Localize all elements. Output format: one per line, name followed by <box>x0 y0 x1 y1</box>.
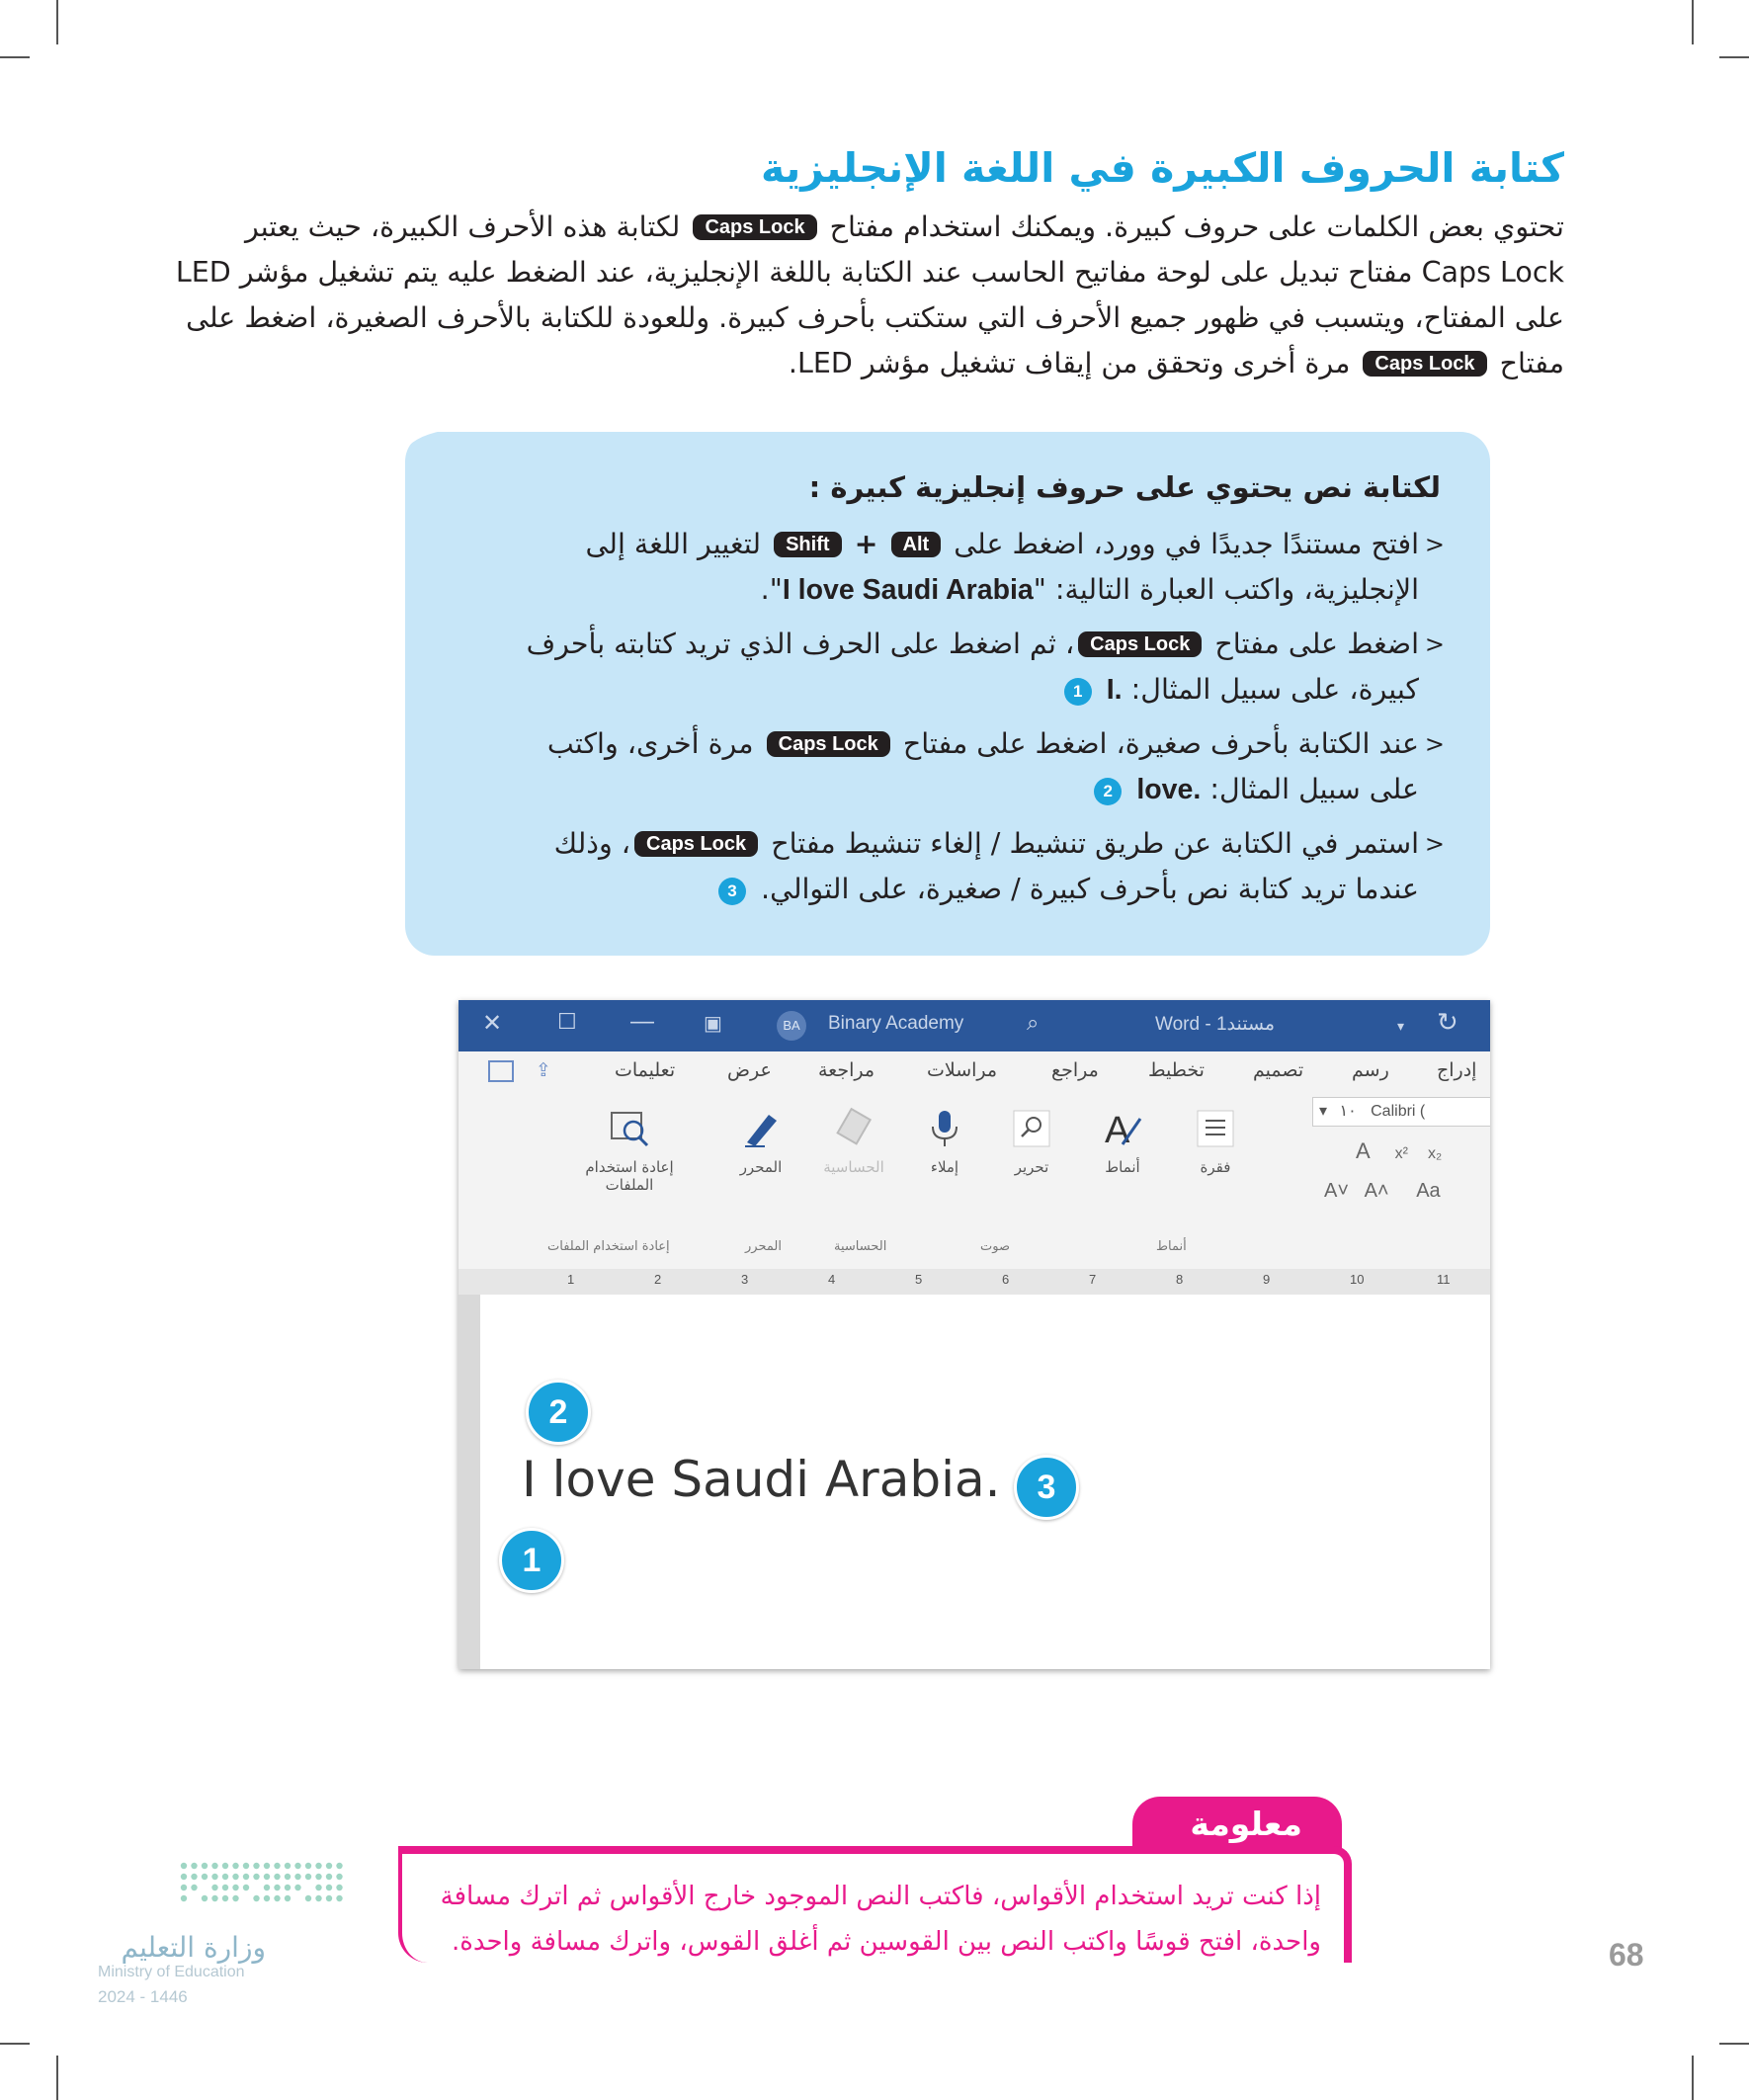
section-title: كتابة الحروف الكبيرة في اللغة الإنجليزية <box>761 144 1564 192</box>
paragraph-icon <box>1194 1107 1237 1150</box>
avatar[interactable]: BA <box>777 1011 806 1041</box>
logo-dot <box>285 1874 291 1880</box>
group-label: إعادة استخدام الملفات <box>547 1239 670 1254</box>
logo-dot <box>305 1895 311 1901</box>
example-letter: I. <box>1106 674 1123 706</box>
step-text: اضغط على مفتاح <box>1214 628 1419 660</box>
logo-dot <box>336 1863 342 1869</box>
font-size-value: ١٠ <box>1339 1103 1357 1120</box>
caps-lock-key: Caps Lock <box>1078 631 1202 657</box>
crop-mark <box>0 56 30 58</box>
intro-line <box>191 341 1564 386</box>
logo-dot <box>211 1874 217 1880</box>
callout-marker-3: 3 <box>1014 1455 1079 1520</box>
intro-text: مفتاح <box>1499 347 1564 379</box>
text-effects-icon[interactable]: A <box>1356 1138 1370 1163</box>
alt-key: Alt <box>891 532 942 557</box>
logo-dot <box>222 1895 228 1901</box>
paragraph-button[interactable] <box>1176 1107 1255 1176</box>
sensitivity-button[interactable] <box>814 1107 893 1176</box>
step-number-badge: 3 <box>718 878 746 905</box>
logo-dot <box>232 1895 238 1901</box>
logo-dot <box>315 1885 321 1890</box>
customize-toolbar-icon[interactable]: ▾ <box>1397 1018 1405 1034</box>
styles-button[interactable] <box>1083 1107 1162 1176</box>
logo-dot <box>264 1874 270 1880</box>
logo-dot <box>253 1874 259 1880</box>
step-item <box>453 522 1445 613</box>
font-tools <box>1320 1138 1442 1164</box>
bullet-icon: < <box>1424 630 1445 658</box>
logo-dot <box>326 1863 332 1869</box>
bullet-icon: < <box>1424 730 1445 758</box>
logo-dot <box>274 1874 280 1880</box>
tab-references[interactable]: مراجع <box>1051 1059 1099 1081</box>
font-name-value: Calibri ( <box>1371 1103 1426 1120</box>
step-text: افتح مستندًا جديدًا في وورد، اضغط على <box>954 528 1419 560</box>
shift-key: Shift <box>774 532 841 557</box>
microphone-icon <box>923 1107 966 1150</box>
undo-icon[interactable]: ↻ <box>1437 1007 1458 1037</box>
ribbon-label: المحرر <box>739 1158 783 1176</box>
ruler-number: 11 <box>1437 1272 1451 1287</box>
step-number-badge: 2 <box>1094 778 1122 805</box>
reuse-files-button[interactable] <box>575 1107 684 1194</box>
tab-layout[interactable]: تخطيط <box>1148 1059 1205 1081</box>
find-icon <box>1010 1107 1053 1150</box>
bullet-icon: < <box>1424 830 1445 858</box>
editor-icon <box>739 1107 783 1150</box>
logo-dot <box>202 1874 208 1880</box>
logo-dot <box>181 1895 187 1901</box>
logo-dot <box>315 1874 321 1880</box>
close-icon[interactable]: ✕ <box>482 1010 503 1037</box>
intro-line <box>191 205 1564 250</box>
ruler-number: 7 <box>1089 1272 1097 1287</box>
intro-text: تحتوي بعض الكلمات على حروف كبيرة. ويمكنك استخدام مفتاح <box>829 210 1564 243</box>
tab-insert[interactable]: إدراج <box>1437 1059 1477 1081</box>
caps-lock-key: Caps Lock <box>767 731 890 757</box>
comments-icon[interactable] <box>488 1060 514 1082</box>
caps-lock-key: Caps Lock <box>1363 351 1486 377</box>
intro-line: على المفتاح، ويتسبب في ظهور جميع الأحرف التي ستكتب بأحرف كبيرة. وللعودة للكتابة بالأحرف الصغيرة، اضغط على <box>186 301 1564 334</box>
bullet-icon: < <box>1424 531 1445 558</box>
step-item <box>453 622 1445 713</box>
ruler-number: 1 <box>567 1272 575 1287</box>
logo-dot <box>243 1863 249 1869</box>
tab-mailings[interactable]: مراسلات <box>927 1059 998 1081</box>
logo-arabic: وزارة التعليم <box>121 1931 266 1964</box>
logo-dot <box>294 1874 300 1880</box>
logo-dot <box>274 1885 280 1890</box>
dictate-button[interactable] <box>905 1107 984 1176</box>
example-word: love. <box>1136 774 1202 805</box>
callout-marker-2: 2 <box>526 1380 591 1445</box>
callout-marker-1: 1 <box>499 1528 564 1593</box>
group-label: أنماط <box>1156 1239 1187 1254</box>
logo-dot <box>274 1863 280 1869</box>
logo-dot <box>232 1863 238 1869</box>
ribbon-tabs <box>458 1051 1490 1091</box>
step-item <box>453 721 1445 812</box>
user-name: Binary Academy <box>828 1013 964 1034</box>
step-text: كبيرة، على سبيل المثال: <box>1130 673 1419 706</box>
logo-dot <box>232 1874 238 1880</box>
logo-dot <box>181 1863 187 1869</box>
tab-review[interactable]: مراجعة <box>818 1059 875 1081</box>
maximize-icon[interactable]: ☐ <box>557 1009 577 1034</box>
logo-dot <box>336 1874 342 1880</box>
logo-year: 2024 - 1446 <box>98 1987 188 2006</box>
tab-help[interactable]: تعليمات <box>615 1059 676 1081</box>
shrink-font-icon[interactable]: A˅ <box>1324 1180 1350 1202</box>
info-label: معلومة <box>1190 1805 1302 1843</box>
logo-dot <box>181 1885 187 1890</box>
logo-dot <box>336 1895 342 1901</box>
step-item <box>453 821 1445 912</box>
logo-dot <box>305 1863 311 1869</box>
crop-mark <box>1719 2043 1749 2045</box>
intro-paragraph <box>175 205 1564 386</box>
logo-english: Ministry of Education <box>98 1964 245 1980</box>
ribbon-label: إعادة استخدام الملفات <box>585 1158 674 1194</box>
crop-mark <box>1719 56 1749 58</box>
logo-dot <box>243 1885 249 1890</box>
step-text: عند الكتابة بأحرف صغيرة، اضغط على مفتاح <box>902 727 1419 760</box>
ruler-number: 3 <box>741 1272 749 1287</box>
logo-dot <box>191 1874 197 1880</box>
superscript-icon[interactable]: x² <box>1394 1145 1408 1162</box>
logo-dot <box>253 1863 259 1869</box>
logo-dot <box>274 1895 280 1901</box>
svg-text:A: A <box>1105 1110 1130 1150</box>
step-text: الإنجليزية، واكتب العبارة التالية: " <box>1033 573 1419 606</box>
step-text: لتغيير اللغة إلى <box>585 528 762 560</box>
ribbon <box>458 1091 1490 1270</box>
crop-mark <box>1692 2056 1694 2100</box>
info-line: واحدة، افتح قوسًا واكتب النص بين القوسين ثم أغلق القوس، واترك مسافة واحدة. <box>451 1927 1321 1957</box>
ribbon-label: أنماط <box>1105 1158 1140 1176</box>
logo-dot <box>315 1895 321 1901</box>
font-size-tools <box>1324 1180 1441 1203</box>
logo-dot <box>191 1885 197 1890</box>
word-screenshot <box>458 1000 1490 1669</box>
logo-dot <box>264 1895 270 1901</box>
intro-text: مرة أخرى وتحقق من إيقاف تشغيل مؤشر LED. <box>788 347 1351 379</box>
minimize-icon[interactable]: — <box>630 1008 654 1035</box>
example-phrase: I love Saudi Arabia <box>782 574 1034 606</box>
ribbon-label: الحساسية <box>823 1158 884 1176</box>
step-text: ، ثم اضغط على الحرف الذي تريد كتابته بأحرف <box>526 628 1075 660</box>
ruler-number: 9 <box>1263 1272 1271 1287</box>
logo-dot <box>211 1863 217 1869</box>
crop-mark <box>56 0 58 44</box>
logo-dot <box>202 1895 208 1901</box>
ruler <box>458 1269 1490 1296</box>
sensitivity-icon <box>832 1107 875 1150</box>
logo-dot <box>294 1885 300 1890</box>
info-line: إذا كنت تريد استخدام الأقواس، فاكتب النص الموجود خارج الأقواس ثم اترك مسافة <box>440 1882 1321 1911</box>
logo-dot <box>191 1863 197 1869</box>
logo-dot <box>336 1885 342 1890</box>
logo-dot <box>285 1895 291 1901</box>
group-label: المحرر <box>745 1239 782 1254</box>
editing-button[interactable] <box>992 1107 1071 1176</box>
logo-dot <box>326 1895 332 1901</box>
vertical-scroll-margin <box>458 1295 480 1669</box>
share-icon[interactable]: ⇪ <box>536 1059 551 1081</box>
logo-dot <box>211 1885 217 1890</box>
logo-dot <box>222 1885 228 1890</box>
logo-dot <box>326 1874 332 1880</box>
step-text: مرة أخرى، واكتب <box>546 727 754 760</box>
ministry-logo-icon <box>178 1860 351 1907</box>
ruler-number: 2 <box>654 1272 662 1287</box>
logo-dot <box>232 1885 238 1890</box>
group-label: الحساسية <box>834 1239 887 1254</box>
box-heading: لكتابة نص يحتوي على حروف إنجليزية كبيرة : <box>808 470 1441 504</box>
ribbon-label: فقرة <box>1200 1158 1231 1176</box>
font-name-box[interactable]: ▾ ١٠ Calibri ( <box>1312 1097 1490 1127</box>
grow-font-icon[interactable]: A˄ <box>1364 1180 1389 1202</box>
word-title-bar <box>458 1000 1490 1051</box>
document-text: I love Saudi Arabia. <box>522 1451 1001 1508</box>
logo-dot <box>222 1863 228 1869</box>
group-label: صوت <box>980 1239 1010 1254</box>
logo-dot <box>315 1863 321 1869</box>
crop-mark <box>1692 0 1694 44</box>
subscript-icon[interactable]: x₂ <box>1428 1145 1443 1162</box>
step-text: ". <box>760 573 783 606</box>
styles-icon <box>1101 1107 1144 1150</box>
logo-dot <box>305 1874 311 1880</box>
ribbon-label: إملاء <box>930 1158 959 1176</box>
logo-dot <box>264 1885 270 1890</box>
ruler-number: 4 <box>828 1272 836 1287</box>
ruler-number: 8 <box>1176 1272 1184 1287</box>
logo-dot <box>326 1885 332 1890</box>
tab-view[interactable]: عرض <box>727 1059 772 1081</box>
steps-list <box>453 522 1445 921</box>
logo-dot <box>264 1863 270 1869</box>
ministry-logo <box>98 1931 266 2007</box>
info-text <box>441 1874 1321 1965</box>
step-text: ، وذلك <box>553 827 630 860</box>
logo-dot <box>222 1874 228 1880</box>
step-text: عندما تريد كتابة نص بأحرف كبيرة / صغيرة، على التوالي. <box>761 873 1419 905</box>
window-title: Word - مستند1 <box>1155 1014 1276 1035</box>
ribbon-display-icon[interactable]: ▣ <box>704 1013 722 1035</box>
intro-line: Caps Lock مفتاح تبديل على لوحة مفاتيح الحاسب عند الكتابة باللغة الإنجليزية، عند الضغط عليه يتم تشغيل مؤشر LED <box>175 256 1564 289</box>
ruler-number: 5 <box>915 1272 923 1287</box>
tab-design[interactable]: تصميم <box>1253 1059 1304 1081</box>
page-number: 68 <box>1609 1937 1644 1973</box>
search-icon[interactable]: ⌕ <box>1027 1010 1040 1035</box>
change-case-icon[interactable]: Aa <box>1416 1180 1441 1202</box>
ruler-number: 10 <box>1350 1272 1365 1287</box>
logo-dot <box>285 1863 291 1869</box>
ruler-number: 6 <box>1002 1272 1010 1287</box>
tab-draw[interactable]: رسم <box>1352 1059 1389 1081</box>
step-number-badge: 1 <box>1064 678 1092 706</box>
logo-dot <box>181 1874 187 1880</box>
plus-sign: + <box>854 528 878 560</box>
logo-dot <box>294 1863 300 1869</box>
ribbon-label: تحرير <box>1014 1158 1049 1176</box>
logo-dot <box>285 1885 291 1890</box>
logo-dot <box>211 1895 217 1901</box>
caps-lock-key: Caps Lock <box>693 214 816 240</box>
crop-mark <box>0 2043 30 2045</box>
logo-dot <box>243 1874 249 1880</box>
step-text: على سبيل المثال: <box>1209 773 1419 805</box>
logo-dot <box>202 1863 208 1869</box>
logo-dot <box>253 1895 259 1901</box>
crop-mark <box>56 2056 58 2100</box>
caps-lock-key: Caps Lock <box>634 831 758 857</box>
step-text: استمر في الكتابة عن طريق تنشيط / إلغاء تنشيط مفتاح <box>771 827 1419 860</box>
reuse-files-icon <box>608 1107 651 1150</box>
editor-button[interactable] <box>721 1107 800 1176</box>
intro-text: لكتابة هذه الأحرف الكبيرة، حيث يعتبر <box>244 210 681 243</box>
